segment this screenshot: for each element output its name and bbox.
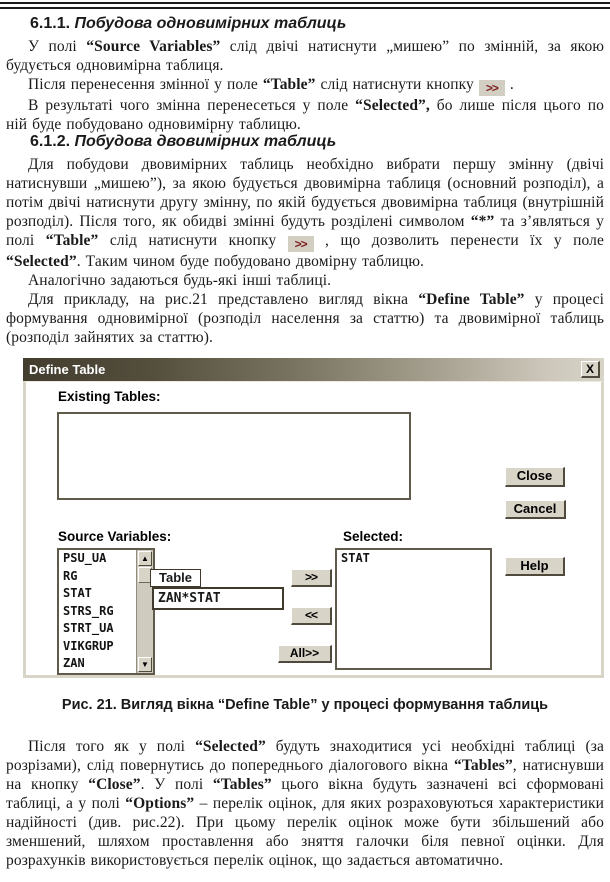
list-item[interactable]: VIKGRUP	[63, 638, 114, 653]
bold-text-segment: “Source Variables”	[86, 38, 221, 55]
titlebar-close-button[interactable]	[581, 361, 600, 378]
table-field[interactable]: ZAN*STAT	[152, 587, 284, 610]
source-variables-listbox[interactable]	[57, 548, 155, 675]
table-label: Table	[150, 569, 201, 587]
scrollbar-up-icon: ▲	[141, 554, 149, 563]
bold-text-segment: “Tables”	[453, 757, 513, 774]
list-item[interactable]: RG	[63, 568, 78, 583]
body-paragraph	[6, 290, 604, 347]
bold-text-segment: “Selected”	[6, 253, 77, 270]
inline-transfer-button: >>	[288, 236, 314, 252]
dialog-title: Define Table	[29, 362, 106, 377]
text-segment: – перелік оцінок, для яких розраховуються характеристики надійності (див. рис.22). При цьому перелік оцінок може бути збільшений або зменшений, шляхом проставлення або зняття галочки біля певної оцінки. Для розрахунків використовується перелік оцінок, що задається автоматично.	[6, 795, 604, 869]
transfer-all-button[interactable]: All>>	[278, 645, 332, 663]
body-paragraph	[6, 737, 604, 870]
scrollbar-down-icon: ▼	[141, 660, 149, 669]
text-segment: слід натиснути кнопку	[98, 232, 288, 249]
section-6-1-1	[6, 15, 604, 134]
bold-text-segment: “Define Table”	[418, 291, 525, 308]
text-segment: Аналогічно задаються будь-які інші таблиці.	[28, 272, 332, 289]
bold-text-segment: “Tables”	[212, 776, 272, 793]
text-segment: В результаті чого змінна перенесеться у поле	[28, 97, 356, 114]
text-segment: Після того як у полі	[28, 738, 196, 755]
existing-tables-label: Existing Tables:	[58, 389, 161, 404]
close-icon: X	[585, 362, 594, 376]
bold-text-segment: “Close”	[88, 776, 141, 793]
list-item[interactable]: STRT_UA	[63, 621, 114, 635]
transfer-left-button[interactable]: <<	[291, 607, 332, 625]
list-item[interactable]: ZAN	[63, 656, 85, 670]
list-item[interactable]: STAT	[341, 551, 370, 565]
header-rule	[0, 2, 610, 9]
list-item[interactable]: STAT	[63, 586, 92, 600]
section-heading	[6, 133, 604, 151]
scrollbar-up-button[interactable]	[138, 551, 152, 566]
inline-transfer-button: >>	[479, 80, 505, 96]
scrollbar-down-button[interactable]	[138, 657, 152, 672]
text-segment: у процесі формування одновимірної (розподіл населення за статтю) та двовимірної таблиць (розподіл зайнятих за статтю).	[6, 291, 604, 346]
text-segment: та з’являться у полі	[6, 213, 604, 249]
heading-number: 6.1.1.	[30, 15, 71, 32]
text-segment: .	[504, 76, 514, 93]
source-variables-label: Source Variables:	[58, 529, 172, 544]
body-paragraph	[6, 271, 604, 290]
body-paragraph	[6, 37, 604, 75]
text-segment: бо лише після цього по ній буде побудовано одновимірну таблицю.	[6, 97, 604, 133]
selected-label: Selected:	[343, 529, 404, 544]
bold-text-segment: “Selected”	[195, 738, 266, 755]
text-segment: Для побудови двовимірних таблиць необхідно вибрати першу змінну (двічі натиснувши „мишею”), за якою будується двовимірна таблиця (основний розподіл), а потім двічі натиснути другу змінну, по якій будується двовимірна таблиця (внутрішній розподіл). Після того, як обидві змінні будуть розділені символом	[6, 156, 604, 230]
closing-section	[6, 737, 604, 870]
text-segment: У полі	[28, 38, 87, 55]
text-segment: Після перенесення змінної у поле	[28, 76, 263, 93]
define-table-dialog	[23, 358, 604, 678]
bold-text-segment: “Options”	[125, 795, 195, 812]
text-segment: Для прикладу, на рис.21 представлено вигляд вікна	[28, 291, 419, 308]
heading-title: Побудова одновимірних таблиць	[74, 15, 347, 32]
body-paragraph	[6, 75, 604, 96]
body-paragraph	[6, 96, 604, 134]
heading-title: Побудова двовимірних таблиць	[74, 133, 337, 150]
list-item[interactable]: PSU_UA	[63, 551, 107, 565]
dialog-titlebar[interactable]	[23, 358, 604, 381]
bold-text-segment: “*”	[470, 213, 495, 230]
close-button[interactable]: Close	[505, 467, 565, 487]
text-segment: . Таким чином буде побудовано двомірну таблицю.	[76, 253, 425, 270]
section-heading	[6, 15, 604, 33]
text-segment: , натиснувши на кнопку	[6, 757, 604, 793]
bold-text-segment: “Table”	[45, 232, 99, 249]
text-segment: слід двічі натиснути „мишею” по змінній, за якою будується одновимірна таблиця.	[6, 38, 604, 74]
figure-caption: Рис. 21. Вигляд вікна “Define Table” у процесі формування таблиць	[61, 697, 549, 713]
text-segment: , що дозволить перенести їх у поле	[313, 232, 604, 249]
text-segment: будуть знаходитися усі необхідні таблиці (за розрізами), слід повернутись до попереднього діалогового вікна	[6, 738, 604, 774]
text-segment: слід натиснути кнопку	[315, 76, 479, 93]
section-6-1-2	[6, 133, 604, 347]
transfer-right-button[interactable]: >>	[291, 569, 332, 587]
bold-text-segment: “Table”	[262, 76, 316, 93]
help-button[interactable]: Help	[505, 557, 565, 576]
existing-tables-listbox[interactable]	[57, 412, 411, 500]
selected-listbox[interactable]	[335, 548, 492, 670]
body-paragraph	[6, 155, 604, 271]
text-segment: цього вікна будуть зазначені всі сформовані таблиці, а у полі	[6, 776, 604, 812]
heading-number: 6.1.2.	[30, 133, 71, 150]
bold-text-segment: “Selected”,	[355, 97, 430, 114]
text-segment: . У полі	[140, 776, 213, 793]
list-item[interactable]: STRS_RG	[63, 603, 114, 618]
cancel-button[interactable]: Cancel	[505, 500, 566, 519]
